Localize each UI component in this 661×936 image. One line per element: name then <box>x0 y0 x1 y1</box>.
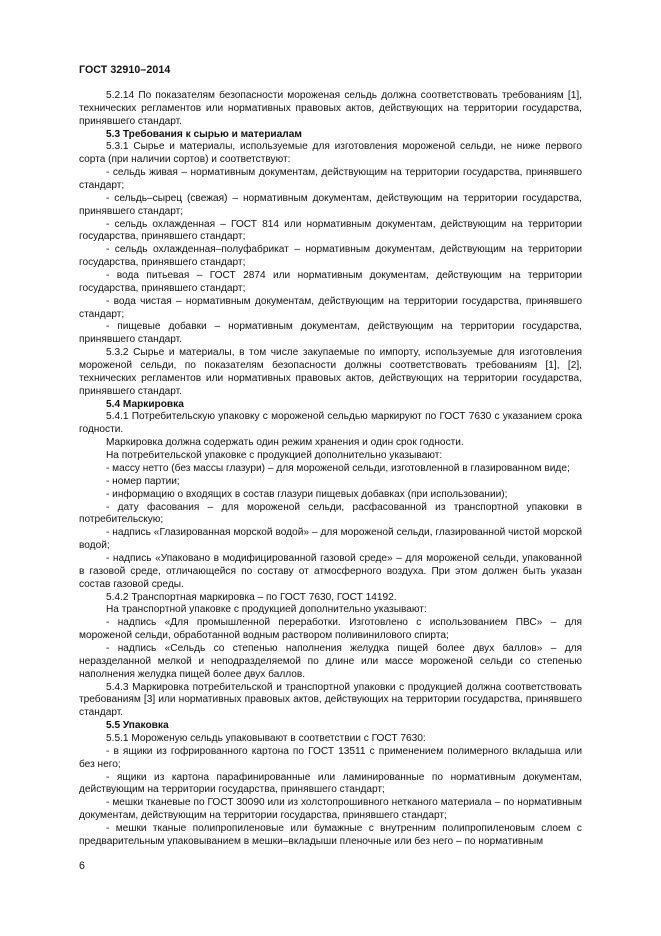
paragraph: - надпись «Сельдь со степенью наполнения желудка пищей более двух баллов» – для неразделанной мелкой и неподразделяемой по длине или массе мороженой сельди со степенью наполнения желудка пищей более двух баллов. <box>79 642 582 680</box>
document-code-header: ГОСТ 32910–2014 <box>79 64 171 76</box>
paragraph: - пищевые добавки – нормативным документам, действующим на территории государства, принявшего стандарт. <box>79 321 582 346</box>
section-heading: 5.5 Упаковка <box>106 720 169 732</box>
paragraph: - надпись «Глазированная морской водой» – для мороженой сельди, глазированной чистой морской водой; <box>79 527 582 552</box>
paragraph: - ящики из картона парафинированные или ламинированные по нормативным документам, действующим на территории государства, принявшего стандарт; <box>79 771 582 796</box>
paragraph: - номер партии; <box>106 475 180 487</box>
paragraph: 5.2.14 По показателям безопасности мороженая сельдь должна соответствовать требованиям [1], технических регламентов или нормативных правовых актов, действующих на территории государства, принявшего стандарт. <box>79 90 582 127</box>
section-heading: 5.3 Требования к сырью и материалам <box>106 128 302 140</box>
paragraph: 5.4.1 Потребительскую упаковку с мороженой сельдью маркируют по ГОСТ 7630 с указанием срока годности. <box>79 411 582 436</box>
paragraph: - надпись «Для промышленной переработки. Изготовлено с использованием ПВС» – для мороженой сельди, обработанной водным раствором поливинилового спирта; <box>79 617 582 642</box>
paragraph: - информацию о входящих в состав глазури пищевых добавках (при использовании); <box>106 488 508 500</box>
paragraph: - вода чистая – нормативным документам, действующим на территории государства, принявшего стандарт; <box>79 295 582 320</box>
paragraph: - сельдь охлажденная–полуфабрикат – нормативным документам, действующим на территории государства, принявшего стандарт; <box>79 244 582 269</box>
paragraph: Маркировка должна содержать один режим хранения и один срок годности. <box>106 437 464 449</box>
paragraph: 5.5.1 Мороженую сельдь упаковывают в соответствии с ГОСТ 7630: <box>106 732 426 744</box>
paragraph: 5.3.1 Сырье и материалы, используемые для изготовления мороженой сельди, не ниже первого сорта (при наличии сортов) и соответствуют: <box>79 141 582 166</box>
paragraph: - вода питьевая – ГОСТ 2874 или нормативным документам, действующим на территории государства, принявшего стандарт; <box>79 270 582 294</box>
document-body <box>79 90 582 849</box>
paragraph: На транспортной упаковке с продукцией дополнительно указывают: <box>106 604 427 616</box>
paragraph: - надпись «Упаковано в модифицированной газовой среде» – для мороженой сельди, упакованной в газовой среде, отличающейся по составу от атмосферного воздуха. При этом должен быть указан состав газовой среды. <box>79 552 582 590</box>
paragraph: 5.4.3 Маркировка потребительской и транспортной упаковки с продукцией должна соответствовать требованиям [3] или нормативных правовых актов, действующих на территории государства, принявшего стандарт. <box>79 681 582 719</box>
paragraph: - мешки тканевые по ГОСТ 30090 или из холстопрошивного нетканого материала – по нормативным документам, действующим на территории государства, принявшего стандарт; <box>79 797 582 822</box>
paragraph: 5.4.2 Транспортная маркировка – по ГОСТ 7630, ГОСТ 14192. <box>106 591 397 603</box>
paragraph: - в ящики из гофрированного картона по ГОСТ 13511 с применением полимерного вкладыша или без него; <box>79 745 582 770</box>
section-heading: 5.4 Маркировка <box>106 398 184 410</box>
paragraph: На потребительской упаковке с продукцией дополнительно указывают: <box>106 450 443 462</box>
paragraph: 5.3.2 Сырье и материалы, в том числе закупаемые по импорту, используемые для изготовления мороженой сельди, по показателям безопасности должны соответствовать требованиям [1], [2], технических регламентов или нормативных правовых актов, действующих на территории государства, принявшего стандарт. <box>79 347 582 397</box>
paragraph: - сельдь–сырец (свежая) – нормативным документам, действующим на территории государства, принявшего стандарт; <box>79 192 582 217</box>
paragraph: - мешки тканые полипропиленовые или бумажные с внутренним полипропиленовым слоем с предварительным упаковыванием в мешки–вкладыши пленочные или без него – по нормативным <box>79 822 582 847</box>
page-number: 6 <box>79 860 85 872</box>
paragraph: - сельдь охлажденная – ГОСТ 814 или нормативным документам, действующим на территории государства, принявшего стандарт; <box>79 218 582 243</box>
paragraph: - сельдь живая – нормативным документам, действующим на территории государства, принявшего стандарт; <box>79 167 582 192</box>
paragraph: - массу нетто (без массы глазури) – для мороженой сельди, изготовленной в глазированном виде; <box>106 462 570 474</box>
paragraph: - дату фасования – для мороженой сельди, расфасованной из транспортной упаковки в потребительскую; <box>79 501 582 526</box>
